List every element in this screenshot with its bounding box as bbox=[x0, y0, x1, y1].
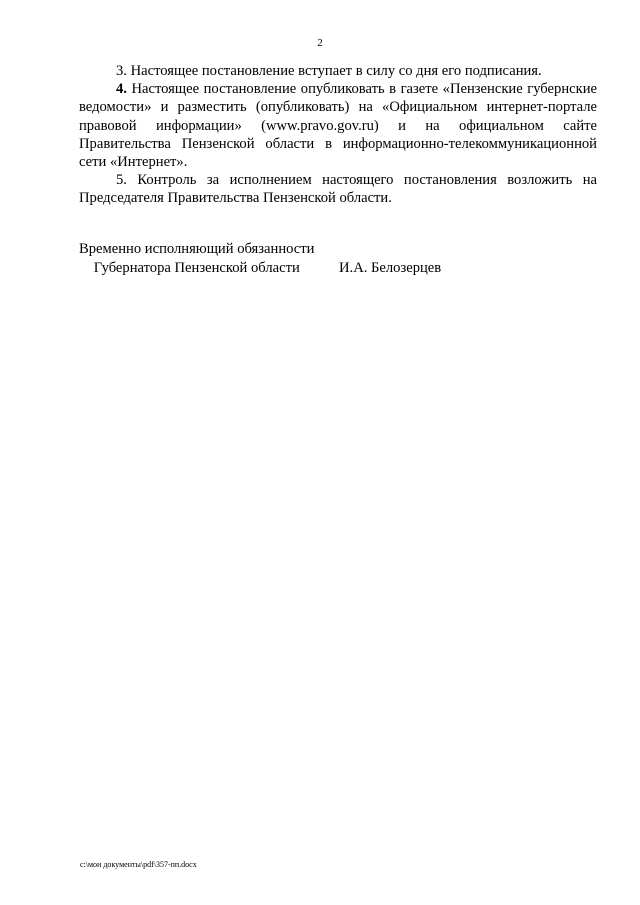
paragraph-text: Контроль за исполнением настоящего постановления возложить на Председателя Правительства Пензенской области. bbox=[79, 172, 597, 207]
signatory-position bbox=[79, 240, 314, 277]
paragraph-5 bbox=[79, 171, 597, 207]
paragraph-3 bbox=[79, 62, 597, 80]
signatory-position-line-1: Временно исполняющий обязанности bbox=[79, 241, 315, 257]
footer-file-path: c:\мои документы\pdf\357-пп.docx bbox=[80, 860, 197, 869]
paragraph-text: Настоящее постановление вступает в силу со дня его подписания. bbox=[130, 63, 542, 79]
paragraph-number: 5. bbox=[116, 172, 127, 189]
document-body bbox=[79, 62, 597, 208]
paragraph-number: 3. bbox=[116, 63, 127, 79]
paragraph-text: Настоящее постановление опубликовать в газете «Пензенские губернские ведомости» и разместить (опубликовать) на «Официальном интернет-портале правовой информации» (www.pravo.gov.ru) и на официальном сайте Правительства Пензенской области в информационно-телекоммуникационной сети «Интернет». bbox=[79, 81, 597, 171]
page-number: 2 bbox=[317, 37, 323, 49]
signatory-position-line-2: Губернатора Пензенской области bbox=[93, 259, 300, 276]
signatory-name: И.А. Белозерцев bbox=[339, 259, 442, 276]
paragraph-4 bbox=[79, 80, 597, 171]
paragraph-number: 4. bbox=[116, 81, 127, 98]
